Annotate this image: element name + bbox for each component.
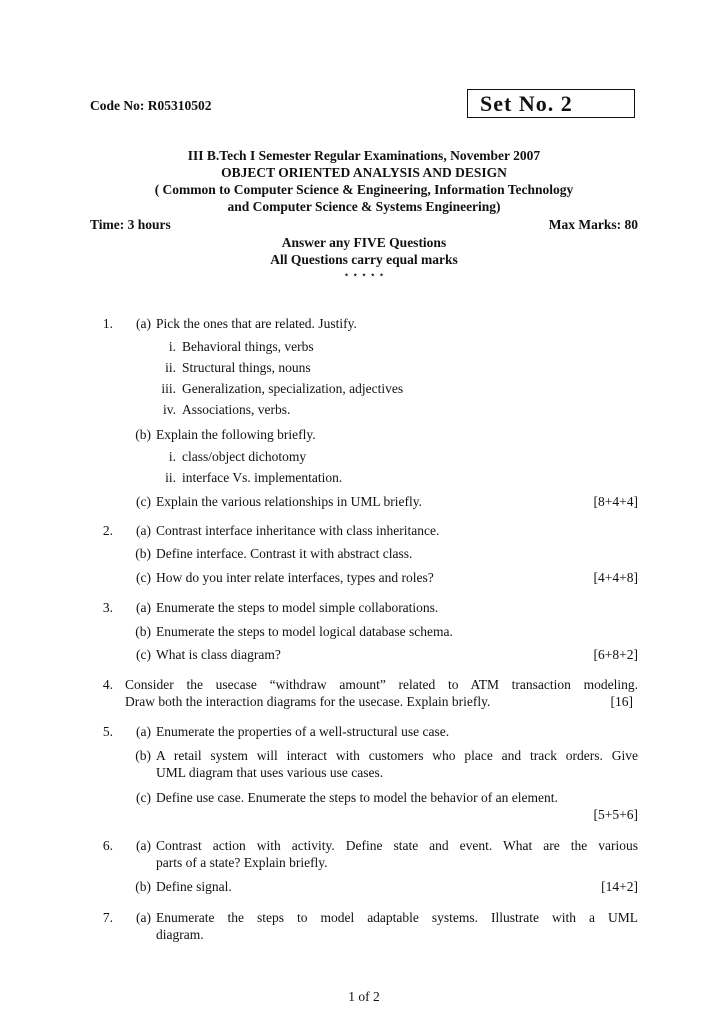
item-text: interface Vs. implementation. [182,470,343,485]
part-label: (a) [136,523,151,538]
part-label: (a) [136,838,151,853]
part-label: (b) [135,546,151,561]
part-text-line-1: A retail system will interact with customers who place and track orders. Give [156,748,638,763]
marks-allocation: [16] [610,694,633,709]
part-text: Define use case. Enumerate the steps to model the behavior of an element. [156,790,558,805]
part-text: How do you inter relate interfaces, types and roles? [156,570,434,585]
common-to-line-2: and Computer Science & Systems Engineering) [227,199,501,214]
question-number: 4. [102,677,113,692]
question-text-line-2: Draw both the interaction diagrams for the usecase. Explain briefly. [125,694,491,709]
part-label: (c) [136,494,151,509]
part-label: (a) [136,910,151,925]
part-text-line-1: Contrast action with activity. Define state and event. What are the various [156,838,638,853]
marks-allocation: [6+8+2] [593,647,638,662]
item-text: Generalization, specialization, adjectives [182,381,404,396]
part-text: Enumerate the properties of a well-structural use case. [156,724,450,739]
subject-title: OBJECT ORIENTED ANALYSIS AND DESIGN [221,165,507,180]
item-number: i. [168,449,176,464]
marks-allocation: [8+4+4] [593,494,638,509]
set-number-box: Set No. 2 [467,89,635,118]
part-text-line-1: Enumerate the steps to model adaptable systems. Illustrate with a UML [156,910,638,925]
item-number: iii. [161,381,176,396]
question-number: 5. [102,724,113,739]
marks-allocation: [5+5+6] [593,807,638,822]
part-text: Pick the ones that are related. Justify. [156,316,357,331]
instruction-equal-marks: All Questions carry equal marks [270,252,458,267]
part-label: (b) [135,879,151,894]
part-label: (a) [136,724,151,739]
part-label: (b) [135,427,151,442]
part-text: Explain the following briefly. [156,427,316,442]
item-text: class/object dichotomy [182,449,307,464]
code-number: Code No: R05310502 [90,98,212,113]
item-number: ii. [165,470,176,485]
question-number: 7. [102,910,113,925]
part-label: (b) [135,624,151,639]
part-text: Enumerate the steps to model logical database schema. [156,624,453,639]
part-text-line-2: diagram. [156,927,204,942]
marks-allocation: [14+2] [601,879,638,894]
part-label: (b) [135,748,151,763]
item-number: i. [168,339,176,354]
part-label: (c) [136,570,151,585]
instruction-answer-five: Answer any FIVE Questions [281,235,447,250]
item-text: Structural things, nouns [182,360,311,375]
part-text: Enumerate the steps to model simple collaborations. [156,600,439,615]
time-limit: Time: 3 hours [90,217,171,232]
item-number: iv. [163,402,176,417]
part-text: Define signal. [156,879,232,894]
part-label: (c) [136,647,151,662]
question-number: 2. [102,523,113,538]
item-text: Behavioral things, verbs [182,339,314,354]
marks-allocation: [4+4+8] [593,570,638,585]
part-text-line-2: UML diagram that uses various use cases. [156,765,384,780]
question-number: 1. [102,316,113,331]
item-number: ii. [165,360,176,375]
part-label: (c) [136,790,151,805]
common-to-line-1: ( Common to Computer Science & Engineering, Information Technology [154,182,574,197]
question-number: 6. [102,838,113,853]
part-text-line-2: parts of a state? Explain briefly. [156,855,328,870]
part-text: Explain the various relationships in UML briefly. [156,494,422,509]
item-text: Associations, verbs. [182,402,291,417]
page-number: 1 of 2 [348,989,380,1004]
part-text: What is class diagram? [156,647,281,662]
exam-title: III B.Tech I Semester Regular Examinations, November 2007 [187,148,541,163]
star-divider: ⋆ ⋆ ⋆ ⋆ ⋆ [343,270,385,281]
question-text-line-1: Consider the usecase “withdraw amount” related to ATM transaction modeling. [125,677,638,692]
part-text: Contrast interface inheritance with class inheritance. [156,523,440,538]
part-label: (a) [136,600,151,615]
question-number: 3. [102,600,113,615]
part-text: Define interface. Contrast it with abstract class. [156,546,413,561]
part-label: (a) [136,316,151,331]
max-marks: Max Marks: 80 [548,217,638,232]
